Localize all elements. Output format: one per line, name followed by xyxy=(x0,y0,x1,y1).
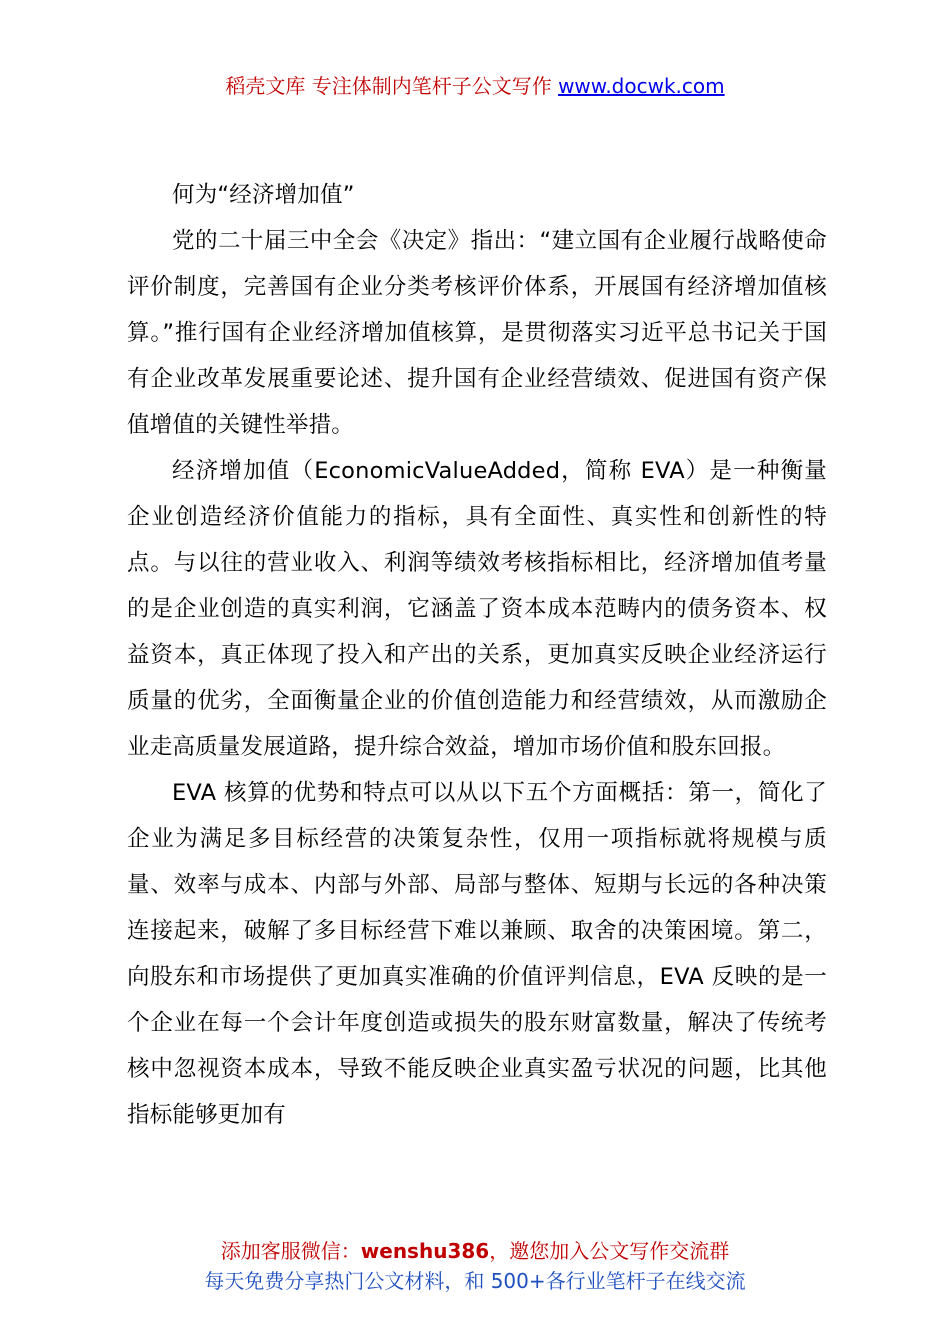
paragraph-1: 党的二十届三中全会《决定》指出：“建立国有企业履行战略使命评价制度，完善国有企业分类考核评价体系，开展国有经济增加值核算。”推行国有企业经济增加值核算，是贯彻落实习近平总书记关于国有企业改革发展重要论述、提升国有企业经营绩效、促进国有资产保值增值的关键性举措。 xyxy=(127,228,827,438)
footer-wechat-prefix: 添加客服微信： xyxy=(220,1239,361,1263)
paragraph-3: EVA 核算的优势和特点可以从以下五个方面概括：第一，简化了企业为满足多目标经营的决策复杂性，仅用一项指标就将规模与质量、效率与成本、内部与外部、局部与整体、短期与长远的各种决策连接起来，破解了多目标经营下难以兼顾、取舍的决策困境。第二，向股东和市场提供了更加真实准确的价值评判信息，EVA 反映的是一个企业在每一个会计年度创造或损失的股东财富数量，解决了传统考核中忽视资本成本，导致不能反映企业真实盈亏状况的问题，比其他指标能够更加有 xyxy=(127,780,827,1128)
header-title: 稻壳文库 专注体制内笔杆子公文写作 xyxy=(225,74,552,98)
footer-wechat-id: wenshu386 xyxy=(360,1239,490,1263)
footer-line-2: 每天免费分享热门公文材料，和 500+各行业笔杆子在线交流 xyxy=(204,1269,746,1293)
header-link[interactable]: www.docwk.com xyxy=(558,74,725,98)
article-heading: 何为“经济增加值” xyxy=(172,182,355,208)
page-footer xyxy=(0,1236,950,1296)
paragraph-2: 经济增加值（EconomicValueAdded，简称 EVA）是一种衡量企业创造经济价值能力的指标，具有全面性、真实性和创新性的特点。与以往的营业收入、利润等绩效考核指标相比，经济增加值考量的是企业创造的真实利润，它涵盖了资本成本范畴内的债务资本、权益资本，真正体现了投入和产出的关系，更加真实反映企业经济运行质量的优劣，全面衡量企业的价值创造能力和经营绩效，从而激励企业走高质量发展道路，提升综合效益，增加市场价值和股东回报。 xyxy=(127,458,827,760)
footer-line-1 xyxy=(0,1236,950,1266)
article-body xyxy=(127,172,827,1138)
footer-wechat-suffix: ，邀您加入公文写作交流群 xyxy=(489,1239,730,1263)
page-header xyxy=(0,70,950,99)
